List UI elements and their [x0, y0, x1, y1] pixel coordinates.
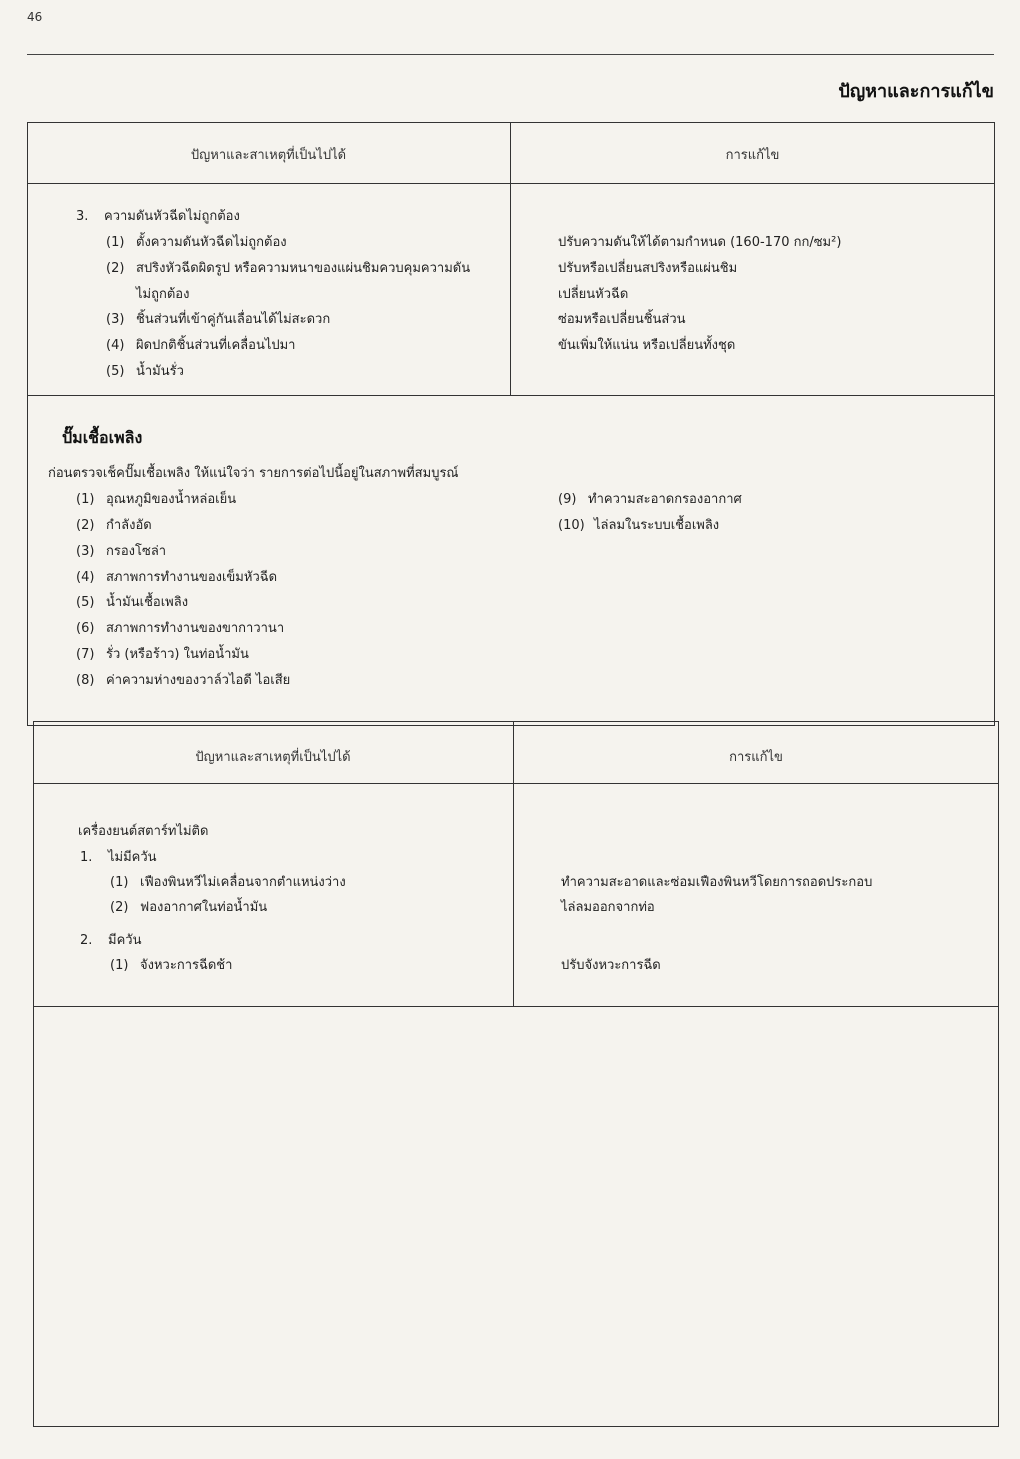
- table1-item-title: [76, 205, 240, 226]
- table1-remedy-2: ปรับหรือเปลี่ยนสปริงหรือแผ่นชิม: [558, 261, 738, 276]
- table1-cause-3: (3) ชิ้นส่วนที่เข้าคู่กันเลื่อนได้ไม่สะดวก: [106, 312, 331, 327]
- table2-group2-item-1: (1) จังหวะการฉีดช้า: [110, 958, 233, 973]
- table1-remedy-4: ซ่อมหรือเปลี่ยนชิ้นส่วน: [558, 312, 686, 327]
- fuel-pump-item-7: (7) รั่ว (หรือร้าว) ในท่อน้ำมัน: [76, 647, 249, 662]
- table1-cause-5: (5) น้ำมันรั่ว: [106, 364, 184, 379]
- table1-remedy-5: ขันเพิ่มให้แน่น หรือเปลี่ยนทั้งชุด: [558, 338, 736, 353]
- fuel-pump-item-1: (1) อุณหภูมิของน้ำหล่อเย็น: [76, 492, 237, 507]
- table2-group2: 2. มีควัน: [80, 933, 142, 948]
- section-title: ปัญหาและการแก้ไข: [838, 81, 994, 102]
- table2-group1: 1. ไม่มีควัน: [80, 850, 157, 865]
- table1-header-right: การแก้ไข: [725, 148, 780, 163]
- table1-item-text: ความดันหัวฉีดไม่ถูกต้อง: [104, 209, 240, 224]
- table2-title: เครื่องยนต์สตาร์ทไม่ติด: [78, 824, 209, 839]
- table2-header-rule: [33, 783, 999, 784]
- table1-cause-4: (4) ผิดปกติชิ้นส่วนที่เคลื่อนไปมา: [106, 338, 296, 353]
- table2-bottom-rule: [33, 1006, 999, 1007]
- fuel-pump-item-3: (3) กรองโซล่า: [76, 544, 167, 559]
- fuel-pump-item-2: (2) กำลังอัด: [76, 518, 152, 533]
- table1-remedy-1: ปรับความดันให้ได้ตามกำหนด (160-170 กก/ซม²): [558, 235, 842, 250]
- table1-cause-2-cont: ไม่ถูกต้อง: [136, 287, 190, 302]
- fuel-pump-item-10: (10) ไล่ลมในระบบเชื้อเพลิง: [558, 518, 720, 533]
- table1-header-left: ปัญหาและสาเหตุที่เป็นไปได้: [190, 148, 347, 163]
- table2-header-left: ปัญหาและสาเหตุที่เป็นไปได้: [195, 750, 351, 765]
- table2-group1-item-1: (1) เฟืองพินหวีไม่เคลื่อนจากตำแหน่งว่าง: [110, 875, 346, 890]
- fuel-pump-item-4: (4) สภาพการทำงานของเข็มหัวฉีด: [76, 570, 278, 585]
- table1-cause-2: (2) สปริงหัวฉีดผิดรูป หรือความหนาของแผ่นชิมควบคุมความดัน: [106, 261, 471, 276]
- table2-header-right: การแก้ไข: [729, 750, 783, 765]
- table2-remedy-2: ไล่ลมออกจากท่อ: [561, 900, 655, 915]
- table2-remedy-3: ปรับจังหวะการฉีด: [561, 958, 661, 973]
- table1-item-num: 3.: [76, 209, 89, 224]
- fuel-pump-item-5: (5) น้ำมันเชื้อเพลิง: [76, 595, 189, 610]
- fuel-pump-item-8: (8) ค่าความห่างของวาล์วไอดี ไอเสีย: [76, 673, 291, 688]
- table1-remedy-3: เปลี่ยนหัวฉีด: [558, 287, 629, 302]
- top-rule: [27, 54, 994, 55]
- table1-bottom-rule: [27, 395, 995, 396]
- table2-group1-item-2: (2) ฟองอากาศในท่อน้ำมัน: [110, 900, 268, 915]
- table1-header-rule: [27, 183, 995, 184]
- table2-remedy-1: ทำความสะอาดและซ่อมเฟืองพินหวีโดยการถอดประกอบ: [561, 875, 873, 890]
- fuel-pump-item-6: (6) สภาพการทำงานของขากาวานา: [76, 621, 285, 636]
- fuel-pump-heading: ปั๊มเชื้อเพลิง: [62, 428, 143, 447]
- fuel-pump-intro: ก่อนตรวจเช็คปั๊มเชื้อเพลิง ให้แน่ใจว่า รายการต่อไปนี้อยู่ในสภาพที่สมบูรณ์: [48, 466, 459, 481]
- table1-cause-1: (1) ตั้งความดันหัวฉีดไม่ถูกต้อง: [106, 235, 287, 250]
- fuel-pump-item-9: (9) ทำความสะอาดกรองอากาศ: [558, 492, 742, 507]
- page-number: 46: [27, 10, 43, 24]
